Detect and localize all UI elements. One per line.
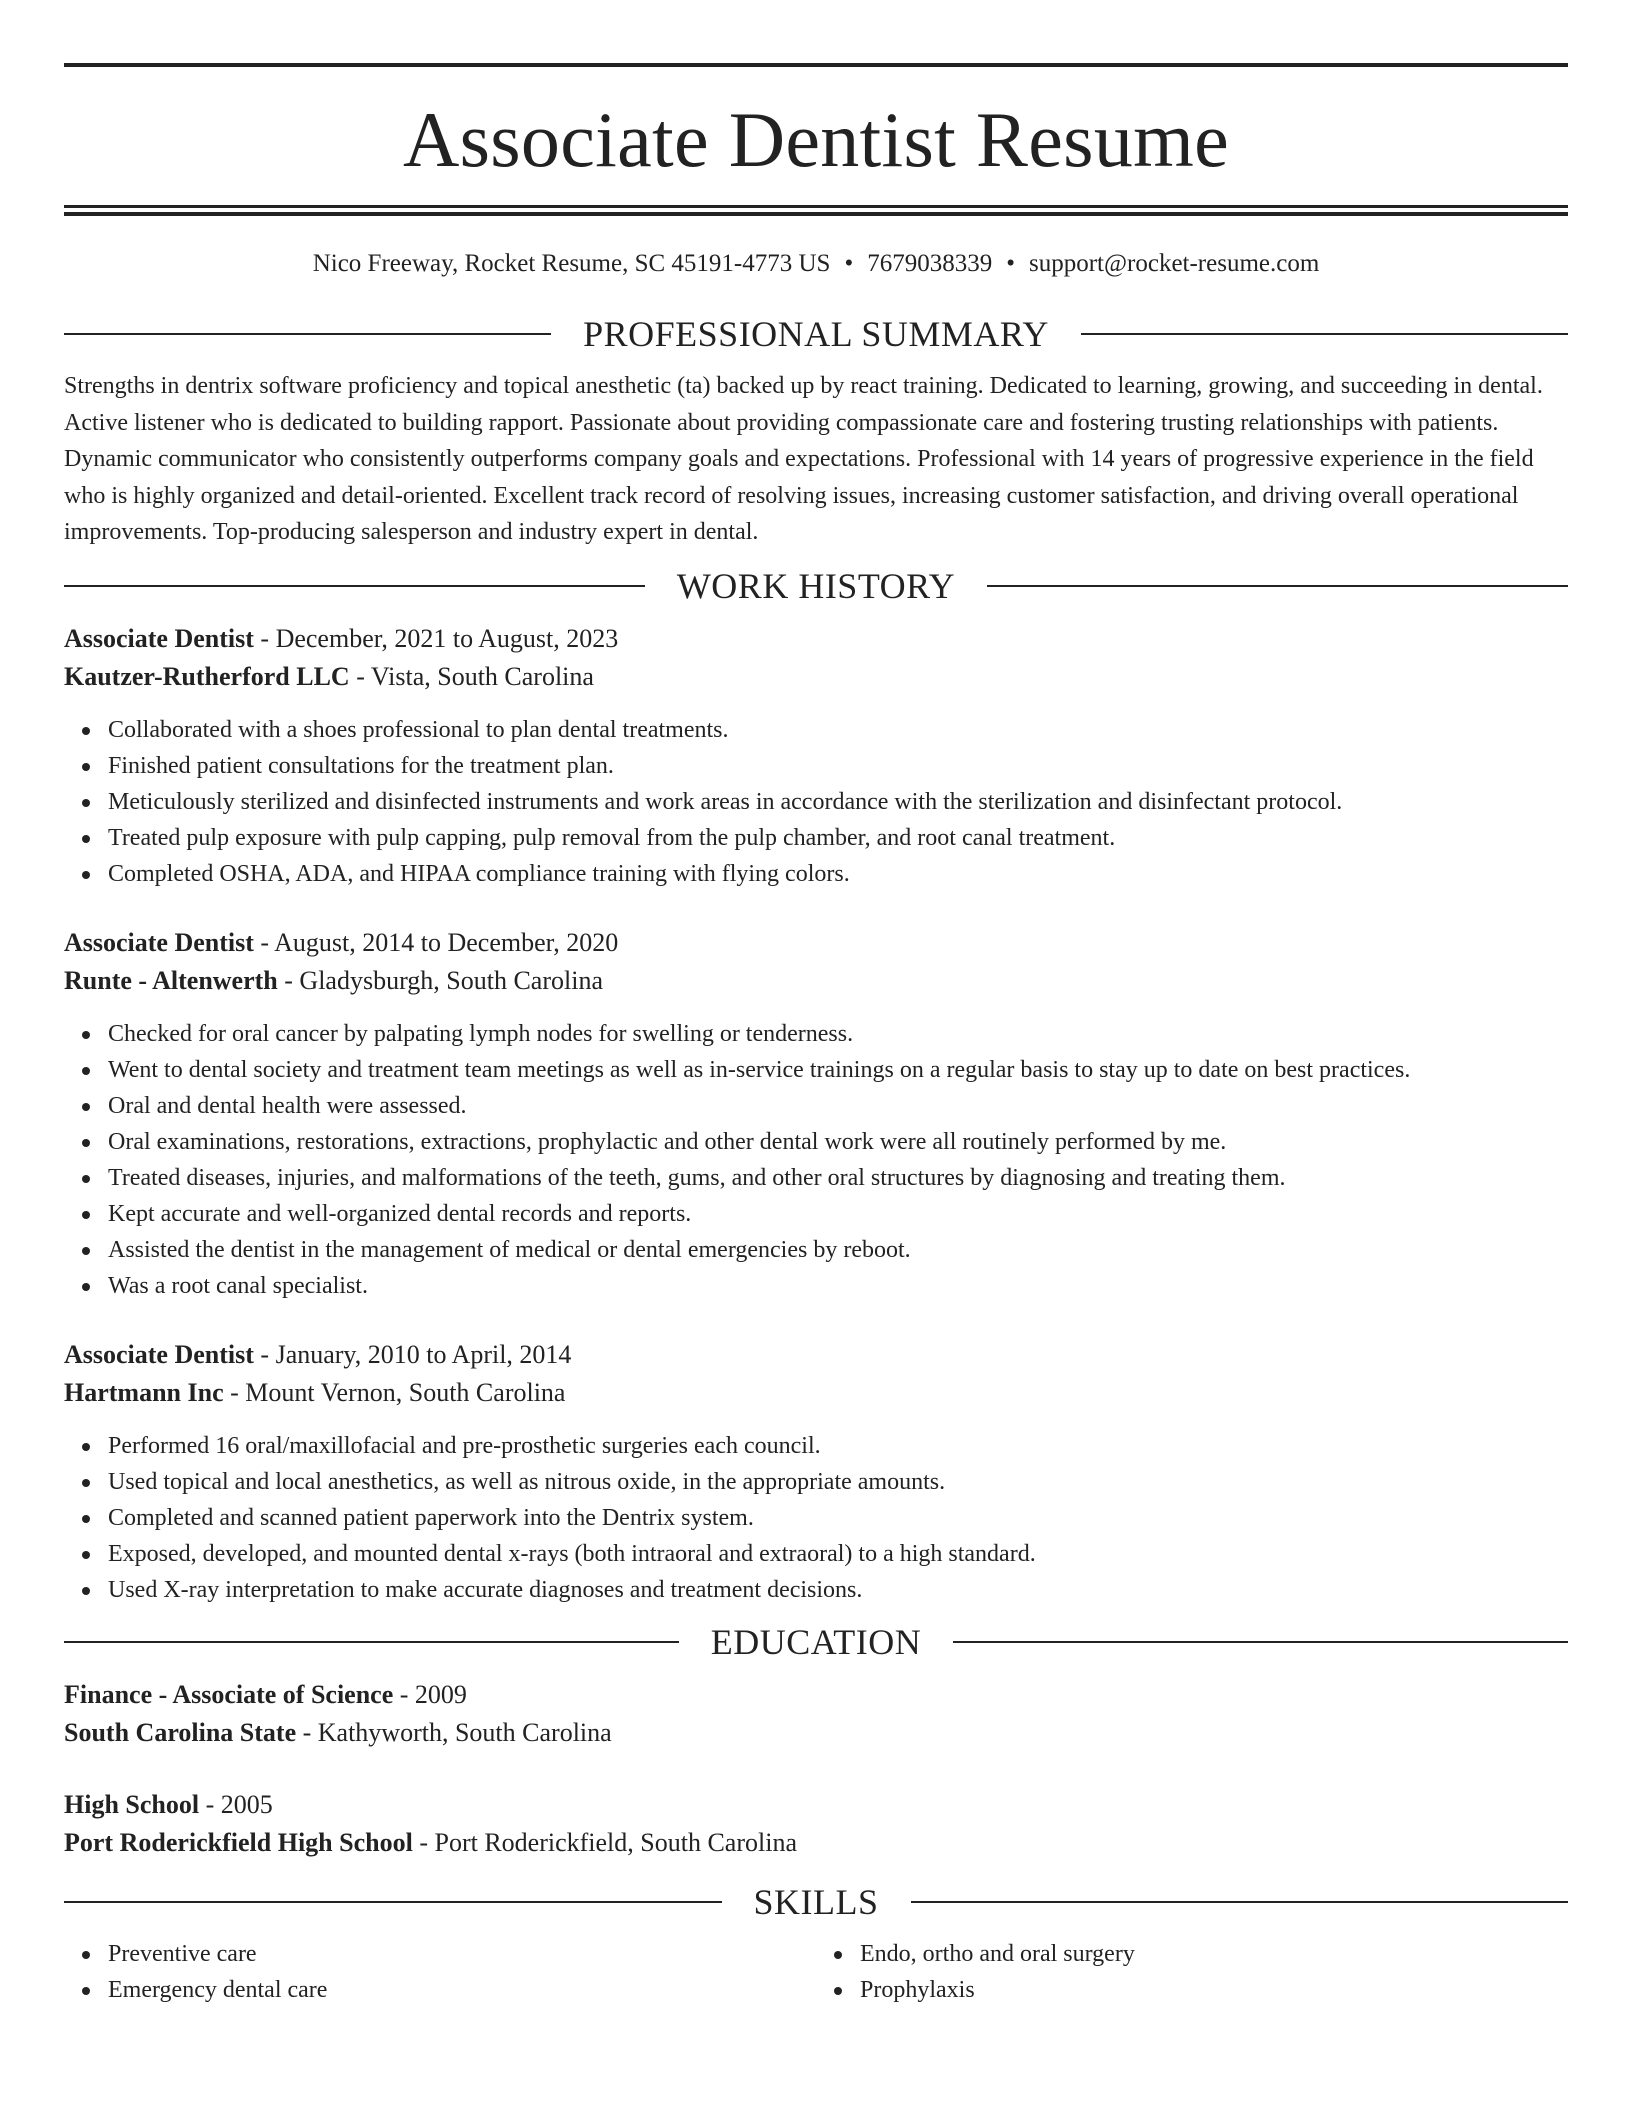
job-dates: - August, 2014 to December, 2020 [253, 927, 619, 957]
job-dates: - January, 2010 to April, 2014 [253, 1339, 572, 1369]
job-location: - Mount Vernon, South Carolina [223, 1377, 566, 1407]
job-company: Kautzer-Rutherford LLC [64, 661, 350, 691]
education-degree-line [64, 1786, 1568, 1824]
contact-address: Nico Freeway, Rocket Resume, SC 45191-4773 US [312, 250, 831, 277]
contact-separator: • [1006, 250, 1015, 277]
contact-phone: 7679038339 [867, 250, 993, 277]
section-title: EDUCATION [710, 1621, 922, 1662]
list-item: Collaborated with a shoes professional to plan dental treatments. [108, 712, 1568, 748]
section-heading-skills [64, 1880, 1568, 1924]
list-item: Oral and dental health were assessed. [108, 1088, 1568, 1124]
list-item: Completed and scanned patient paperwork into the Dentrix system. [108, 1500, 1568, 1536]
section-heading-summary [64, 312, 1568, 356]
heading-rule [64, 1901, 722, 1903]
skills-columns [64, 1936, 1568, 2008]
list-item: Completed OSHA, ADA, and HIPAA compliance training with flying colors. [108, 856, 1568, 892]
section-heading-work-history [64, 564, 1568, 608]
list-item: Used topical and local anesthetics, as well as nitrous oxide, in the appropriate amounts. [108, 1464, 1568, 1500]
education-school-line [64, 1824, 1568, 1862]
job-title-line [64, 620, 1568, 658]
job-title: Associate Dentist [64, 1339, 254, 1369]
section-title: PROFESSIONAL SUMMARY [583, 314, 1049, 354]
summary-text: Strengths in dentrix software proficiency and topical anesthetic (ta) backed up by react training. Dedicated to learning, growing, and succeeding in dental. Active listener who is dedicated to building rapport. Passionate about providing compassionate care and fostering trusting relationships with patients. Dynamic communicator who consistently outperforms company goals and expectations. Professional with 14 years of progressive experience in the field who is highly organized and detail-oriented. Excellent track record of resolving issues, increasing customer satisfaction, and driving overall operational improvements. Top-producing salesperson and industry expert in dental. [64, 373, 1543, 545]
job-entry [64, 620, 1568, 892]
job-title: Associate Dentist [64, 927, 254, 957]
list-item: Finished patient consultations for the treatment plan. [108, 748, 1568, 784]
education-location: - Port Roderickfield, South Carolina [412, 1827, 797, 1857]
job-title: Associate Dentist [64, 623, 254, 653]
list-item: Went to dental society and treatment team meetings as well as in-service trainings on a regular basis to stay up to date on best practices. [108, 1052, 1568, 1088]
job-duties-list [64, 1016, 1568, 1304]
heading-rule [64, 1641, 679, 1643]
contact-separator: • [844, 250, 854, 277]
resume-page [64, 0, 1568, 2008]
list-item: Treated diseases, injuries, and malformations of the teeth, gums, and other oral structures by diagnosing and treating them. [108, 1160, 1568, 1196]
education-school: South Carolina State [64, 1717, 297, 1747]
contact-line [64, 249, 1568, 279]
job-title-line [64, 1336, 1568, 1374]
job-duties-list [64, 712, 1568, 892]
job-entry [64, 924, 1568, 1304]
section-heading-education [64, 1620, 1568, 1664]
education-entry [64, 1786, 1568, 1862]
resume-title: Associate Dentist Resume [402, 96, 1230, 183]
list-item: Performed 16 oral/maxillofacial and pre-prosthetic surgeries each council. [108, 1428, 1568, 1464]
list-item: Treated pulp exposure with pulp capping, pulp removal from the pulp chamber, and root canal treatment. [108, 820, 1568, 856]
heading-rule [1081, 333, 1568, 335]
job-dates: - December, 2021 to August, 2023 [253, 623, 619, 653]
job-company-line [64, 962, 1568, 1000]
job-title-line [64, 924, 1568, 962]
list-item: Kept accurate and well-organized dental records and reports. [108, 1196, 1568, 1232]
contact-email: support@rocket-resume.com [1029, 250, 1320, 277]
heading-rule [64, 585, 645, 587]
list-item: Oral examinations, restorations, extractions, prophylactic and other dental work were all routinely performed by me. [108, 1124, 1568, 1160]
list-item: Exposed, developed, and mounted dental x-rays (both intraoral and extraoral) to a high standard. [108, 1536, 1568, 1572]
title-double-rule [64, 205, 1568, 216]
job-duties-list [64, 1428, 1568, 1608]
education-year: - 2005 [199, 1789, 273, 1819]
education-location: - Kathyworth, South Carolina [296, 1717, 612, 1747]
education-year: - 2009 [393, 1679, 467, 1709]
heading-rule [64, 333, 551, 335]
skill-item: Preventive care [108, 1936, 816, 1972]
education-school-line [64, 1714, 1568, 1752]
skill-item: Emergency dental care [108, 1972, 816, 2008]
top-rule [64, 63, 1568, 67]
list-item: Checked for oral cancer by palpating lymph nodes for swelling or tenderness. [108, 1016, 1568, 1052]
heading-rule [987, 585, 1568, 587]
job-company: Hartmann Inc [64, 1377, 224, 1407]
section-title: SKILLS [753, 1881, 879, 1922]
job-location: - Gladysburgh, South Carolina [277, 965, 603, 995]
education-degree-line [64, 1676, 1568, 1714]
skills-list-right [816, 1936, 1568, 2008]
list-item: Meticulously sterilized and disinfected instruments and work areas in accordance with the sterilization and disinfectant protocol. [108, 784, 1568, 820]
job-company-line [64, 658, 1568, 696]
job-entry [64, 1336, 1568, 1608]
skill-item: Endo, ortho and oral surgery [860, 1936, 1568, 1972]
skill-item: Prophylaxis [860, 1972, 1568, 2008]
education-degree: Finance - Associate of Science [64, 1679, 394, 1709]
heading-rule [911, 1901, 1569, 1903]
list-item: Assisted the dentist in the management of medical or dental emergencies by reboot. [108, 1232, 1568, 1268]
job-location: - Vista, South Carolina [349, 661, 594, 691]
heading-rule [953, 1641, 1568, 1643]
section-title: WORK HISTORY [676, 565, 956, 606]
job-company-line [64, 1374, 1568, 1412]
job-company: Runte - Altenwerth [64, 965, 278, 995]
education-school: Port Roderickfield High School [64, 1827, 413, 1857]
education-degree: High School [64, 1789, 200, 1819]
list-item: Was a root canal specialist. [108, 1268, 1568, 1304]
skills-list-left [64, 1936, 816, 2008]
list-item: Used X-ray interpretation to make accurate diagnoses and treatment decisions. [108, 1572, 1568, 1608]
education-entry [64, 1676, 1568, 1752]
